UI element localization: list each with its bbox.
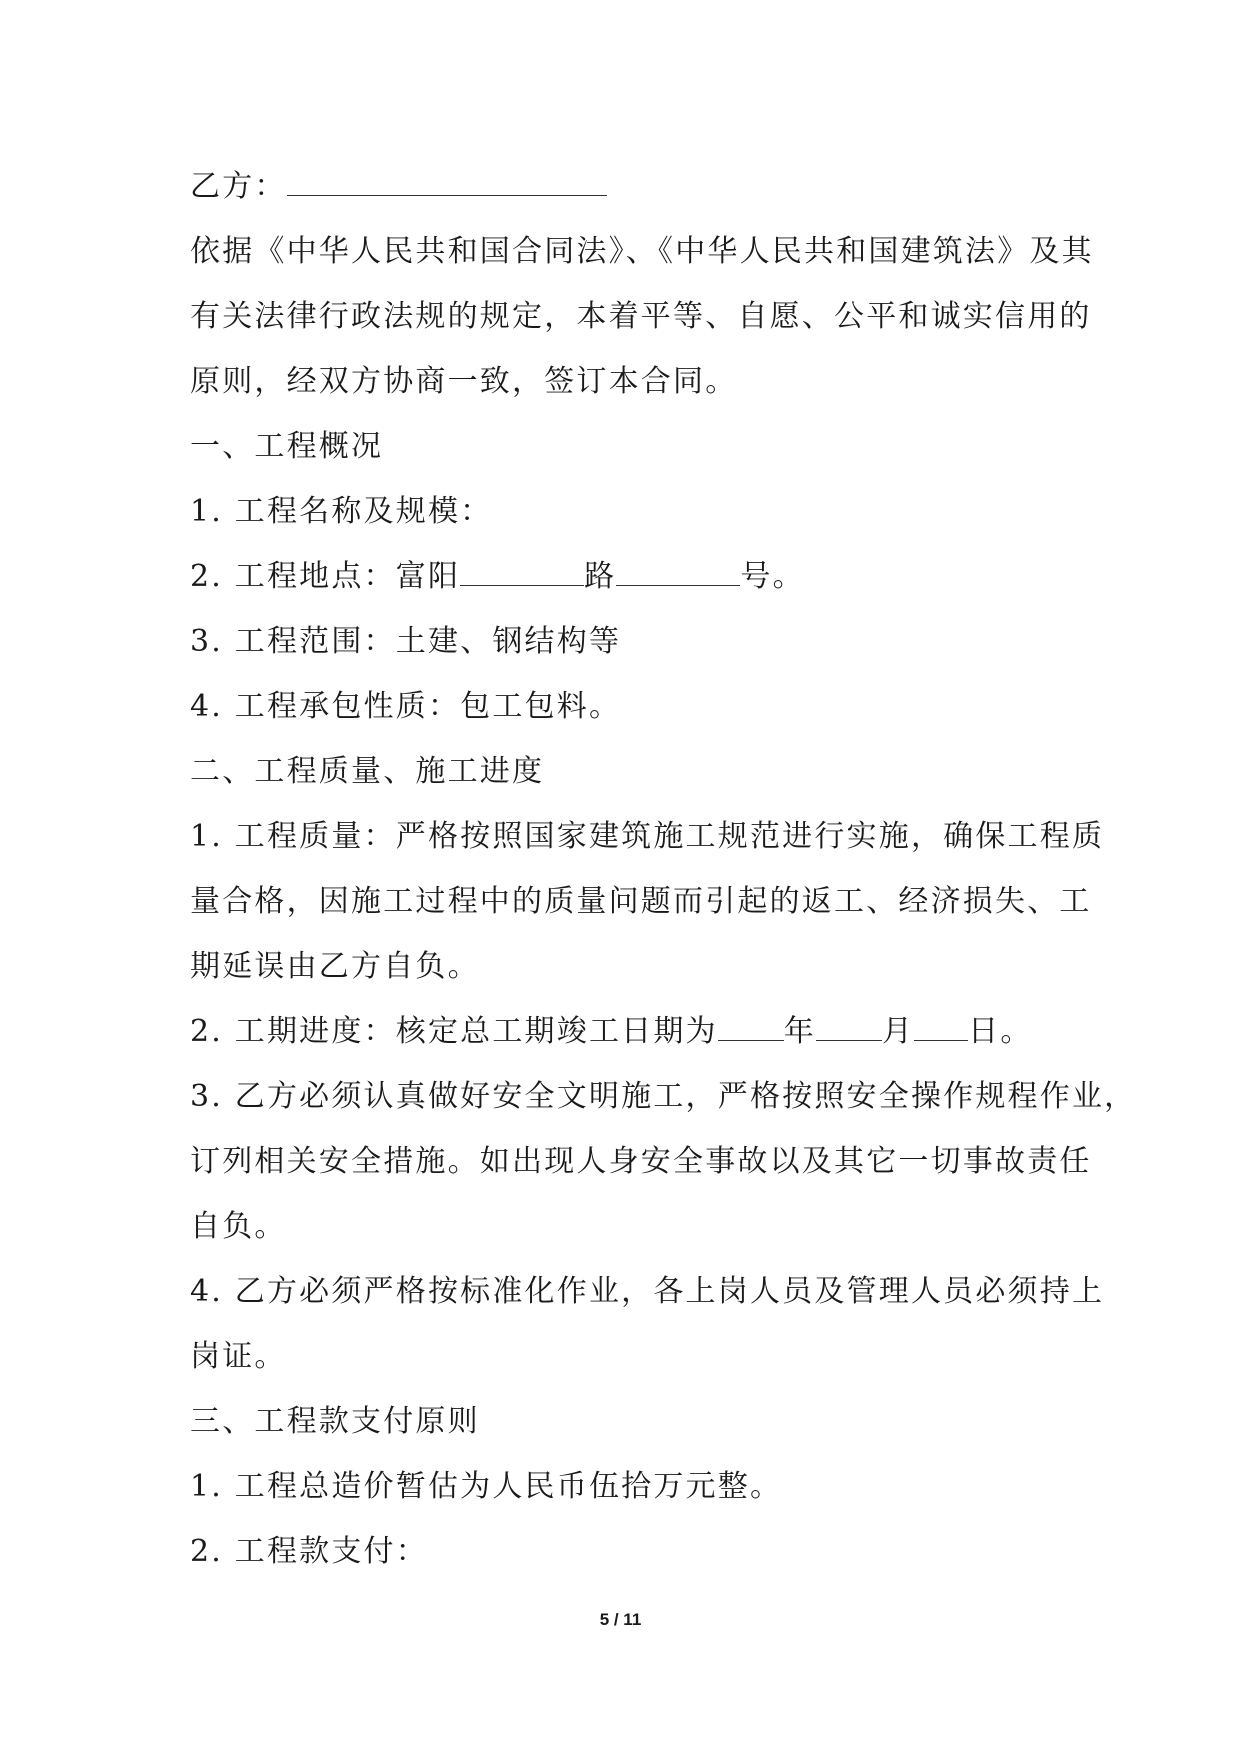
- house-number-blank: [616, 555, 740, 586]
- section-heading-1: 一、工程概况: [190, 429, 384, 464]
- paragraph-line: 原则，经双方协商一致，签订本合同。: [190, 364, 738, 399]
- section-heading-3: 三、工程款支付原则: [190, 1404, 480, 1439]
- location-prefix: 2. 工程地点：富阳: [190, 559, 461, 594]
- month-blank: [816, 1010, 882, 1041]
- list-item: 2. 工程款支付：: [190, 1534, 428, 1569]
- year-label: 年: [783, 1014, 816, 1049]
- month-label: 月: [881, 1014, 915, 1049]
- road-label: 路: [584, 559, 617, 594]
- number-label: 号。: [740, 559, 805, 594]
- paragraph-line: 有关法律行政法规的规定，本着平等、自愿、公平和诚实信用的: [190, 299, 1092, 334]
- document-body: [190, 162, 1137, 1592]
- list-item: 1. 工程名称及规模：: [190, 494, 493, 529]
- section-heading-2: 二、工程质量、施工进度: [190, 754, 545, 789]
- paragraph-line: 自负。: [190, 1209, 287, 1244]
- day-label: 日。: [968, 1014, 1033, 1049]
- schedule-prefix: 2. 工期进度：核定总工期竣工日期为: [190, 1014, 718, 1049]
- year-blank: [718, 1010, 784, 1041]
- paragraph-line: 3. 乙方必须认真做好安全文明施工，严格按照安全操作规程作业，: [190, 1079, 1137, 1114]
- day-blank: [914, 1010, 968, 1041]
- paragraph-line: 订列相关安全措施。如出现人身安全事故以及其它一切事故责任: [190, 1144, 1092, 1179]
- list-item: 3. 工程范围：土建、钢结构等: [190, 624, 622, 659]
- paragraph-line: 1. 工程质量：严格按照国家建筑施工规范进行实施，确保工程质: [190, 819, 1105, 854]
- party-b-label: 乙方：: [190, 169, 287, 204]
- list-item: 1. 工程总造价暂估为人民币伍拾万元整。: [190, 1469, 783, 1504]
- party-b-line: [190, 162, 1060, 227]
- paragraph-line: 岗证。: [190, 1339, 287, 1374]
- schedule-line: [190, 1007, 1060, 1072]
- paragraph-line: 期延误由乙方自负。: [190, 949, 480, 984]
- list-item: 4. 工程承包性质：包工包料。: [190, 689, 622, 724]
- location-line: [190, 552, 1060, 617]
- paragraph-line: 4. 乙方必须严格按标准化作业，各上岗人员及管理人员必须持上: [190, 1274, 1105, 1309]
- party-b-blank: [287, 165, 607, 196]
- page-number: 5 / 11: [599, 1610, 642, 1629]
- road-name-blank: [460, 555, 584, 586]
- paragraph-line: 量合格，因施工过程中的质量问题而引起的返工、经济损失、工: [190, 884, 1092, 919]
- paragraph-line: 依据《中华人民共和国合同法》、《中华人民共和国建筑法》及其: [190, 234, 1094, 269]
